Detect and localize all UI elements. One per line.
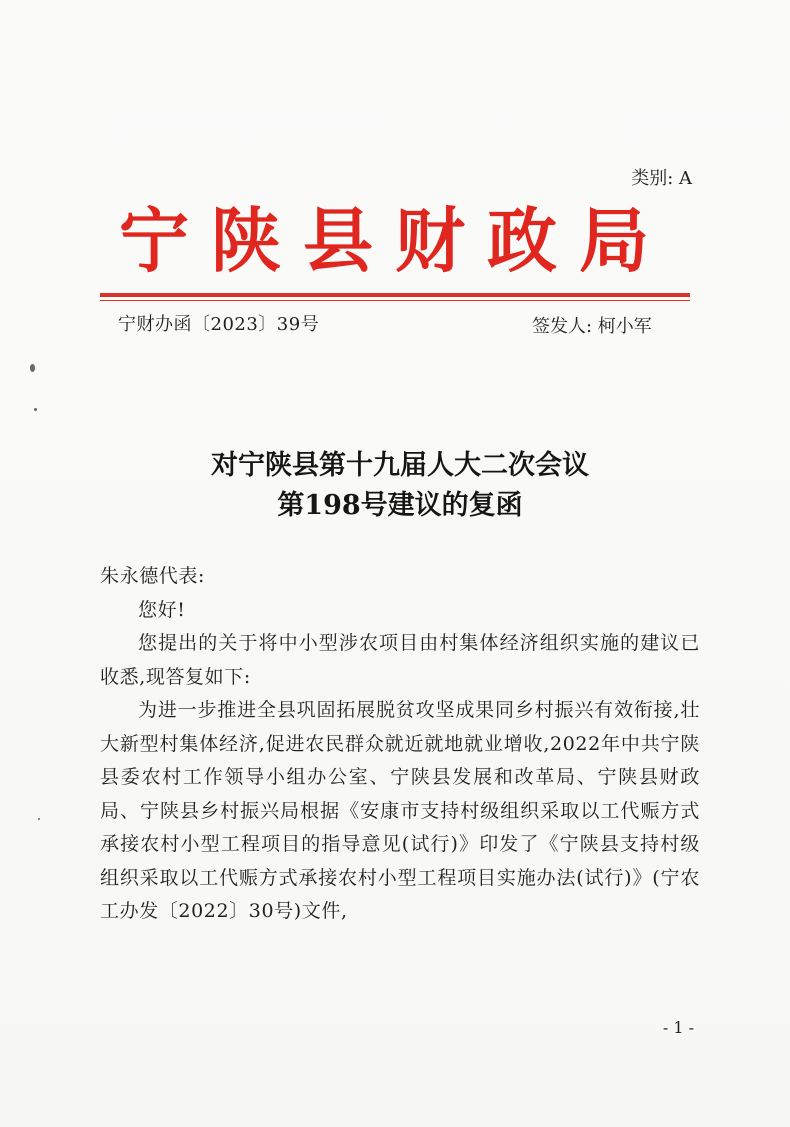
page-number: - 1 - [662, 1018, 694, 1037]
letterhead-title: 宁陕县财政局 [119, 200, 671, 282]
greeting: 您好! [138, 598, 186, 621]
letter-body [100, 560, 700, 929]
letterhead-rule-thin [100, 300, 690, 301]
document-category: 类别: A [631, 168, 692, 189]
document-title [100, 446, 700, 526]
paragraph-1: 您提出的关于将中小型涉农项目由村集体经济组织实施的建议已收悉,现答复如下: [100, 632, 700, 688]
scan-speck [38, 818, 40, 820]
document-number: 宁财办函〔2023〕39号 [118, 314, 320, 335]
letterhead-rule [100, 293, 690, 297]
paragraph-2: 为进一步推进全县巩固拓展脱贫攻坚成果同乡村振兴有效衔接,壮大新型村集体经济,促进农民群众就近就地就业增收,2022年中共宁陕县委农村工作领导小组办公室、宁陕县发展和改革局、宁陕县财政局、宁陕县乡村振兴局根据《安康市支持村级组织采取以工代赈方式承接农村小型工程项目的指导意见(试行)》印发了《宁陕县支持村级组织采取以工代赈方式承接农村小型工程项目实施办法(试行)》(宁农工办发〔2022〕30号)文件, [100, 699, 700, 922]
scan-speck [30, 364, 35, 372]
salutation: 朱永德代表: [100, 565, 206, 587]
title-line-2: 第198号建议的复函 [277, 490, 523, 521]
title-line-1: 对宁陕县第十九届人大二次会议 [211, 450, 589, 481]
signer: 签发人: 柯小军 [532, 316, 652, 337]
scan-speck [34, 408, 37, 411]
